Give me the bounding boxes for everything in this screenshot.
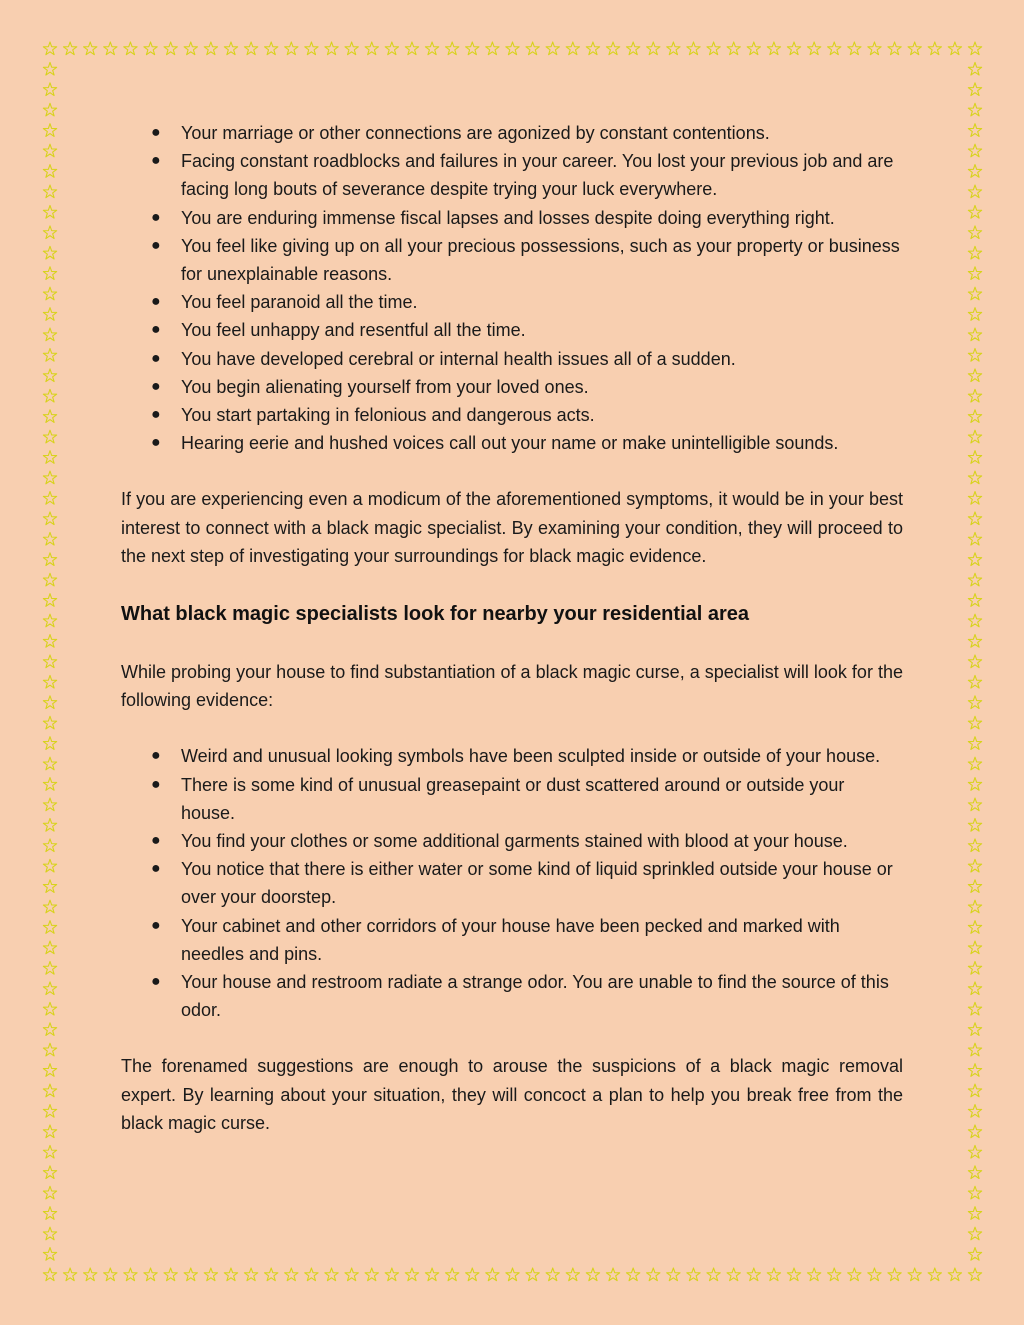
document-body: [121, 119, 903, 1137]
star-outline-icon: [586, 42, 599, 55]
star-outline-icon: [546, 42, 559, 55]
star-outline-icon: [43, 982, 56, 995]
star-outline-icon: [968, 573, 981, 586]
star-outline-icon: [43, 818, 56, 831]
star-outline-icon: [727, 1268, 740, 1281]
star-outline-icon: [968, 1105, 981, 1118]
star-outline-icon: [466, 42, 479, 55]
star-outline-icon: [43, 941, 56, 954]
star-outline-icon: [43, 880, 56, 893]
star-outline-icon: [43, 1125, 56, 1138]
star-outline-icon: [968, 553, 981, 566]
star-outline-icon: [43, 226, 56, 239]
star-outline-icon: [968, 962, 981, 975]
star-outline-icon: [626, 1268, 639, 1281]
star-outline-icon: [43, 328, 56, 341]
star-outline-icon: [43, 1145, 56, 1158]
star-outline-icon: [968, 778, 981, 791]
star-outline-icon: [968, 1084, 981, 1097]
star-outline-icon: [43, 62, 56, 75]
bullet-icon: ●: [151, 832, 161, 850]
star-outline-icon: [526, 42, 539, 55]
star-outline-icon: [968, 1227, 981, 1240]
star-outline-icon: [848, 1268, 861, 1281]
star-outline-icon: [908, 42, 921, 55]
star-outline-icon: [405, 42, 418, 55]
conclusion-paragraph: The forenamed suggestions are enough to arouse the suspicions of a black magic removal expert. By learning about your situation, they will concoct a plan to help you break free from the black magic curse.: [121, 1056, 903, 1133]
star-outline-icon: [385, 42, 398, 55]
star-outline-icon: [224, 1268, 237, 1281]
star-outline-icon: [43, 553, 56, 566]
star-outline-icon: [968, 635, 981, 648]
star-outline-icon: [968, 42, 981, 55]
star-outline-icon: [968, 410, 981, 423]
bullet-icon: ●: [151, 321, 161, 339]
star-outline-icon: [908, 1268, 921, 1281]
section-heading: What black magic specialists look for nearby your residential area: [121, 603, 750, 626]
star-outline-icon: [626, 42, 639, 55]
star-outline-icon: [84, 42, 97, 55]
star-outline-icon: [968, 512, 981, 525]
star-outline-icon: [43, 1064, 56, 1077]
list-item: [121, 771, 903, 827]
star-outline-icon: [968, 83, 981, 96]
star-outline-icon: [43, 532, 56, 545]
star-outline-icon: [486, 1268, 499, 1281]
star-outline-icon: [888, 42, 901, 55]
bullet-icon: ●: [151, 916, 161, 934]
star-outline-icon: [43, 1268, 56, 1281]
star-outline-icon: [43, 655, 56, 668]
star-outline-icon: [405, 1268, 418, 1281]
star-outline-icon: [43, 921, 56, 934]
star-outline-icon: [43, 737, 56, 750]
star-outline-icon: [265, 42, 278, 55]
star-outline-icon: [43, 369, 56, 382]
star-outline-icon: [345, 42, 358, 55]
star-outline-icon: [968, 839, 981, 852]
star-outline-icon: [606, 42, 619, 55]
star-outline-icon: [687, 42, 700, 55]
list-item: [121, 401, 903, 429]
list-item: [121, 742, 903, 770]
star-outline-icon: [144, 42, 157, 55]
star-outline-icon: [224, 42, 237, 55]
star-outline-icon: [586, 1268, 599, 1281]
star-outline-icon: [848, 42, 861, 55]
star-outline-icon: [184, 1268, 197, 1281]
list-item-text: Your cabinet and other corridors of your house have been pecked and marked with needles and pins.: [181, 915, 840, 964]
star-outline-icon: [747, 42, 760, 55]
bullet-icon: ●: [151, 377, 161, 395]
star-outline-icon: [647, 42, 660, 55]
star-outline-icon: [968, 716, 981, 729]
list-item-text: You feel like giving up on all your precious possessions, such as your property or business for unexplainable reasons.: [181, 235, 900, 285]
star-outline-icon: [968, 880, 981, 893]
star-outline-icon: [968, 757, 981, 770]
star-outline-icon: [928, 1268, 941, 1281]
list-item-text: You feel unhappy and resentful all the time.: [181, 320, 526, 341]
list-item-text: Weird and unusual looking symbols have been sculpted inside or outside of your house.: [181, 746, 881, 767]
star-outline-icon: [968, 185, 981, 198]
star-outline-icon: [43, 512, 56, 525]
star-outline-icon: [204, 1268, 217, 1281]
star-outline-icon: [968, 614, 981, 627]
list-item-text: Your marriage or other connections are agonized by constant contentions.: [181, 123, 770, 143]
star-outline-icon: [43, 410, 56, 423]
star-outline-icon: [968, 246, 981, 259]
star-outline-icon: [948, 1268, 961, 1281]
star-outline-icon: [43, 492, 56, 505]
star-outline-icon: [244, 42, 257, 55]
star-outline-icon: [968, 921, 981, 934]
star-outline-icon: [787, 42, 800, 55]
bullet-icon: ●: [151, 124, 161, 141]
star-outline-icon: [566, 42, 579, 55]
list-item: [121, 912, 903, 968]
star-outline-icon: [365, 42, 378, 55]
bullet-icon: ●: [151, 747, 161, 765]
star-outline-icon: [43, 798, 56, 811]
evidence-intro-paragraph: While probing your house to find substantiation of a black magic curse, a specialist will look for the following evidence:: [121, 662, 903, 711]
bullet-icon: ●: [151, 208, 161, 226]
star-outline-icon: [43, 696, 56, 709]
star-outline-icon: [63, 1268, 76, 1281]
star-outline-icon: [43, 185, 56, 198]
star-outline-icon: [43, 1166, 56, 1179]
star-outline-icon: [606, 1268, 619, 1281]
bullet-icon: ●: [151, 349, 161, 367]
star-outline-icon: [968, 737, 981, 750]
list-item: [121, 119, 903, 147]
star-outline-icon: [43, 165, 56, 178]
star-outline-icon: [446, 1268, 459, 1281]
list-item: [121, 288, 903, 316]
star-outline-icon: [828, 42, 841, 55]
star-outline-icon: [566, 1268, 579, 1281]
bullet-icon: ●: [151, 406, 161, 424]
bullet-icon: ●: [151, 775, 161, 793]
star-outline-icon: [968, 696, 981, 709]
star-outline-icon: [124, 42, 137, 55]
star-outline-icon: [968, 1248, 981, 1261]
star-outline-icon: [345, 1268, 358, 1281]
star-outline-icon: [828, 1268, 841, 1281]
star-outline-icon: [968, 205, 981, 218]
star-outline-icon: [43, 635, 56, 648]
list-item: [121, 855, 903, 911]
star-outline-icon: [968, 859, 981, 872]
evidence-list: [121, 742, 903, 1024]
star-outline-icon: [305, 42, 318, 55]
intro-paragraph: If you are experiencing even a modicum of the aforementioned symptoms, it would be in your best interest to connect with a black magic specialist. By examining your condition, they will proceed to the next step of investigating your surroundings for black magic evidence.: [121, 489, 903, 566]
star-outline-icon: [43, 42, 56, 55]
star-outline-icon: [928, 42, 941, 55]
list-item-text: Facing constant roadblocks and failures in your career. You lost your previous job and are facing long bouts of severance despite trying your luck everywhere.: [181, 151, 894, 200]
star-outline-icon: [265, 1268, 278, 1281]
list-item-text: There is some kind of unusual greasepaint or dust scattered around or outside your house.: [181, 774, 845, 823]
bullet-icon: ●: [151, 973, 161, 991]
star-outline-icon: [807, 42, 820, 55]
star-outline-icon: [747, 1268, 760, 1281]
star-outline-icon: [486, 42, 499, 55]
star-outline-icon: [968, 1268, 981, 1281]
star-outline-icon: [968, 982, 981, 995]
symptoms-list: [121, 119, 903, 457]
star-outline-icon: [968, 492, 981, 505]
star-outline-icon: [43, 1023, 56, 1036]
star-outline-icon: [43, 1207, 56, 1220]
star-outline-icon: [43, 675, 56, 688]
star-outline-icon: [707, 42, 720, 55]
star-outline-icon: [43, 471, 56, 484]
star-outline-icon: [506, 42, 519, 55]
star-outline-icon: [968, 675, 981, 688]
star-outline-icon: [43, 900, 56, 913]
star-outline-icon: [43, 1002, 56, 1015]
star-outline-icon: [968, 124, 981, 137]
star-outline-icon: [285, 42, 298, 55]
list-item-text: You have developed cerebral or internal health issues all of a sudden.: [181, 348, 736, 369]
star-outline-icon: [767, 1268, 780, 1281]
star-outline-icon: [888, 1268, 901, 1281]
star-outline-icon: [968, 369, 981, 382]
star-outline-icon: [43, 205, 56, 218]
list-item-text: You begin alienating yourself from your loved ones.: [181, 376, 589, 397]
star-outline-icon: [968, 941, 981, 954]
star-outline-icon: [968, 532, 981, 545]
star-outline-icon: [43, 839, 56, 852]
star-outline-icon: [968, 1166, 981, 1179]
list-item-text: You find your clothes or some additional garments stained with blood at your house.: [181, 831, 848, 852]
list-item-text: You are enduring immense fiscal lapses and losses despite doing everything right.: [181, 207, 835, 228]
star-outline-icon: [968, 1125, 981, 1138]
list-item: [121, 373, 903, 401]
star-outline-icon: [968, 165, 981, 178]
star-outline-icon: [868, 1268, 881, 1281]
star-outline-icon: [43, 83, 56, 96]
star-outline-icon: [506, 1268, 519, 1281]
star-outline-icon: [968, 594, 981, 607]
star-outline-icon: [968, 1043, 981, 1056]
star-outline-icon: [204, 42, 217, 55]
star-outline-icon: [968, 62, 981, 75]
star-outline-icon: [687, 1268, 700, 1281]
list-item: [121, 429, 903, 457]
bullet-icon: ●: [151, 860, 161, 878]
star-outline-icon: [43, 430, 56, 443]
star-outline-icon: [104, 42, 117, 55]
star-outline-icon: [365, 1268, 378, 1281]
star-outline-icon: [968, 226, 981, 239]
star-outline-icon: [43, 103, 56, 116]
star-outline-icon: [968, 818, 981, 831]
star-outline-icon: [184, 42, 197, 55]
star-outline-icon: [707, 1268, 720, 1281]
star-outline-icon: [43, 246, 56, 259]
star-outline-icon: [325, 42, 338, 55]
star-outline-icon: [968, 308, 981, 321]
star-outline-icon: [807, 1268, 820, 1281]
star-outline-icon: [43, 962, 56, 975]
list-item: [121, 968, 903, 1024]
star-outline-icon: [144, 1268, 157, 1281]
star-outline-icon: [325, 1268, 338, 1281]
star-outline-icon: [968, 328, 981, 341]
star-outline-icon: [43, 1227, 56, 1240]
star-outline-icon: [526, 1268, 539, 1281]
star-outline-icon: [43, 778, 56, 791]
star-outline-icon: [968, 1186, 981, 1199]
star-outline-icon: [968, 655, 981, 668]
star-outline-icon: [647, 1268, 660, 1281]
bullet-icon: ●: [151, 236, 161, 254]
star-outline-icon: [968, 144, 981, 157]
list-item: [121, 232, 903, 288]
bullet-icon: ●: [151, 152, 161, 170]
star-outline-icon: [43, 1084, 56, 1097]
star-outline-icon: [968, 1145, 981, 1158]
list-item-text: Hearing eerie and hushed voices call out your name or make unintelligible sounds.: [181, 433, 839, 454]
list-item: [121, 316, 903, 344]
star-outline-icon: [63, 42, 76, 55]
star-outline-icon: [968, 389, 981, 402]
list-item-text: You start partaking in felonious and dangerous acts.: [181, 405, 595, 426]
star-outline-icon: [446, 42, 459, 55]
list-item-text: You notice that there is either water or some kind of liquid sprinkled outside your house or over your doorstep.: [181, 859, 893, 908]
star-outline-icon: [104, 1268, 117, 1281]
star-outline-icon: [667, 42, 680, 55]
star-outline-icon: [425, 42, 438, 55]
bullet-icon: ●: [151, 293, 161, 311]
star-outline-icon: [43, 124, 56, 137]
star-outline-icon: [43, 859, 56, 872]
star-outline-icon: [124, 1268, 137, 1281]
star-outline-icon: [968, 267, 981, 280]
bullet-icon: ●: [151, 434, 161, 452]
star-outline-icon: [43, 144, 56, 157]
star-outline-icon: [43, 267, 56, 280]
star-outline-icon: [244, 1268, 257, 1281]
list-item: [121, 147, 903, 203]
star-outline-icon: [466, 1268, 479, 1281]
star-outline-icon: [43, 389, 56, 402]
star-outline-icon: [385, 1268, 398, 1281]
star-outline-icon: [43, 573, 56, 586]
star-outline-icon: [968, 430, 981, 443]
star-outline-icon: [968, 451, 981, 464]
star-outline-icon: [43, 1248, 56, 1261]
star-outline-icon: [43, 451, 56, 464]
star-outline-icon: [164, 1268, 177, 1281]
list-item: [121, 345, 903, 373]
star-outline-icon: [43, 594, 56, 607]
star-outline-icon: [767, 42, 780, 55]
star-outline-icon: [968, 1064, 981, 1077]
star-outline-icon: [84, 1268, 97, 1281]
star-outline-icon: [968, 798, 981, 811]
star-outline-icon: [546, 1268, 559, 1281]
star-outline-icon: [968, 900, 981, 913]
star-outline-icon: [667, 1268, 680, 1281]
star-outline-icon: [43, 716, 56, 729]
star-outline-icon: [43, 757, 56, 770]
star-outline-icon: [43, 287, 56, 300]
star-outline-icon: [305, 1268, 318, 1281]
list-item-text: You feel paranoid all the time.: [181, 292, 418, 313]
star-outline-icon: [968, 103, 981, 116]
star-outline-icon: [968, 287, 981, 300]
star-outline-icon: [968, 1023, 981, 1036]
star-outline-icon: [43, 614, 56, 627]
star-outline-icon: [968, 471, 981, 484]
star-outline-icon: [43, 1186, 56, 1199]
star-outline-icon: [968, 1207, 981, 1220]
list-item: [121, 827, 903, 855]
star-outline-icon: [43, 308, 56, 321]
star-outline-icon: [968, 1002, 981, 1015]
star-outline-icon: [43, 349, 56, 362]
star-outline-icon: [425, 1268, 438, 1281]
star-outline-icon: [968, 349, 981, 362]
star-outline-icon: [727, 42, 740, 55]
star-outline-icon: [43, 1043, 56, 1056]
star-outline-icon: [43, 1105, 56, 1118]
star-outline-icon: [948, 42, 961, 55]
star-outline-icon: [285, 1268, 298, 1281]
star-outline-icon: [164, 42, 177, 55]
list-item: [121, 204, 903, 232]
star-outline-icon: [868, 42, 881, 55]
star-outline-icon: [787, 1268, 800, 1281]
list-item-text: Your house and restroom radiate a strange odor. You are unable to find the source of this odor.: [181, 972, 889, 1021]
